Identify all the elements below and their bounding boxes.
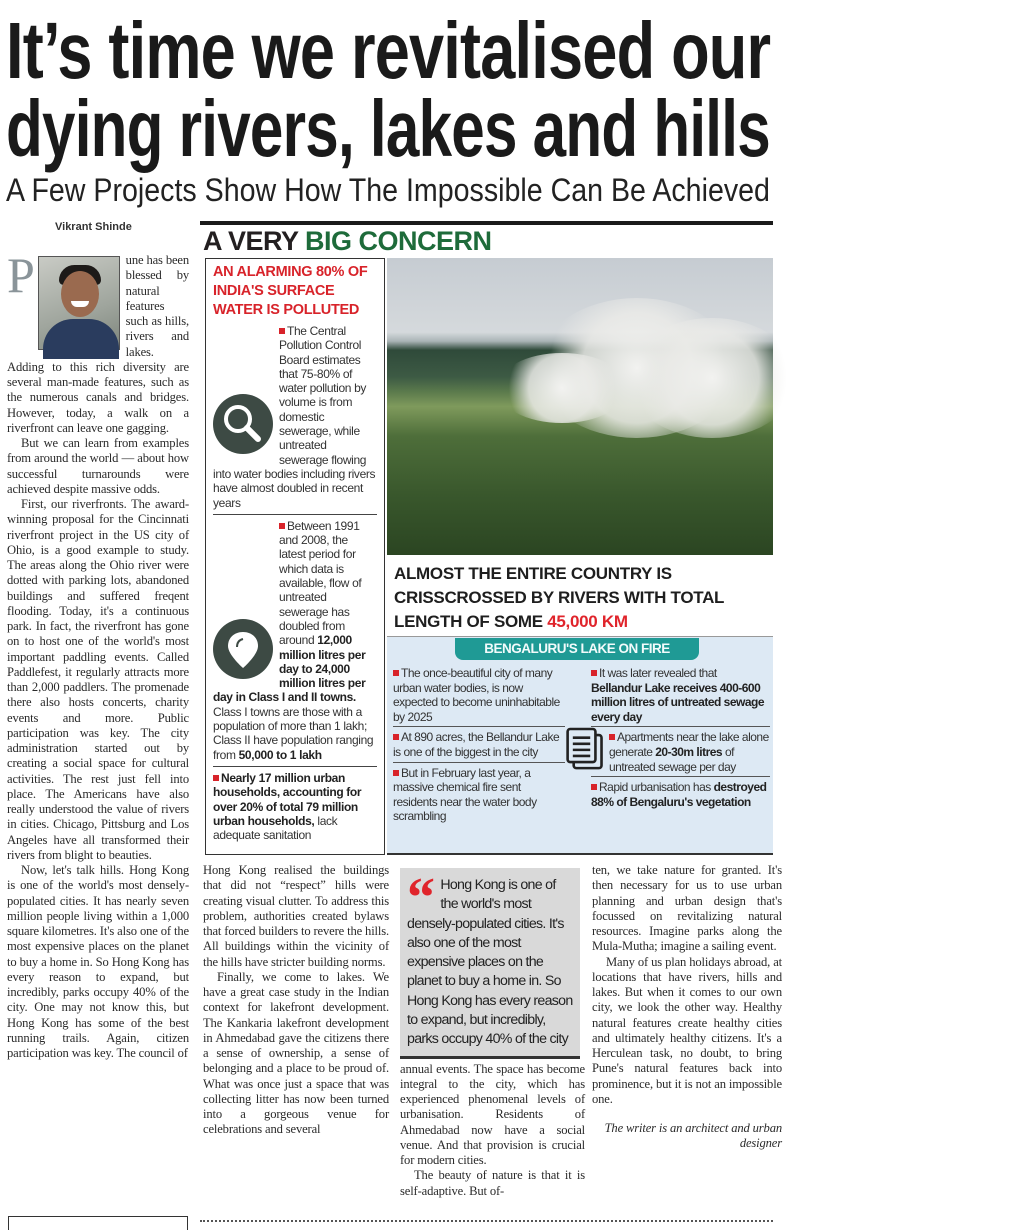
section-title-part1: A VERY — [203, 226, 306, 256]
paragraph: The beauty of nature is that it is self-adaptive. But of- — [400, 1168, 585, 1198]
article-column-4 — [592, 863, 782, 1208]
paragraph: une has been blessed by natural features such as hills, rivers and lakes. Adding to this rich diversity are several man-made features, such as the numerous canals and bridges. However, today, a walk on a riverfront can leave one gagging. — [7, 253, 189, 435]
infobox-bold: Nearly 17 million urban households, accounting for over 20% of total 79 million urban households, — [213, 770, 362, 828]
item-text: At 890 acres, the Bellandur Lake is one of the biggest in the city — [393, 730, 560, 759]
infobox-text: Class I towns are those with a population of more than 1 lakh; Class II have population ranging from — [213, 704, 374, 762]
infobox-item — [213, 517, 377, 767]
bengaluru-item — [591, 665, 770, 727]
bengaluru-item — [591, 729, 770, 777]
photo-caption — [394, 562, 773, 634]
paragraph: Many of us plan holidays abroad, at locations that have rivers, hills and lakes. But when it comes to our own city, we look the other way. Healthy natural features create healthy cities and ultimately healthy citizens. It's a Herculean task, no doubt, to bring Pune's natural features back into prominence, but it is not an impossible one. — [592, 954, 782, 1106]
subtitle: A Few Projects Show How The Impossible Can Be Achieved — [6, 172, 770, 208]
paragraph: Finally, we come to lakes. We have a great case study in the Indian context for lakefront development. The Kankaria lakefront development in Ahmedabad gave the citizens there a sense of ownership, a sense of belonging and a place to be proud of. What was once just a space that was collecting litter has now been turned into a gorgeous venue for celebrations and several — [203, 969, 389, 1137]
column-3-stack — [400, 868, 585, 1199]
author-note: The writer is an architect and urban designer — [604, 1121, 782, 1151]
item-bold: 20-30m litres — [655, 744, 723, 759]
infobox-bold: 50,000 to 1 lakh — [238, 747, 322, 762]
bullet-icon — [213, 775, 219, 781]
paragraph: First, our riverfronts. The award-winning proposal for the Cincinnati riverfront project in the US city of Ohio, is a good example to study. The areas along the Ohio river were dotted with parking lots, abandoned buildings and suffered freqent flooding. Today, it's a continuous park. In fact, the riverfront has gone on to host one of the world's most important paddling events. Called Paddlefest, it regularly attracts more than 2,000 paddlers. The promenade there also hosts concerts, charity events and more. Public participation was key. The city administration started out by creating a social space for cultural activities. The rest just fell into place. The Americans have also really understood the value of rivers in cities. Chicago, Pittsburg and Los Angeles have all transformed their rivers from blight to beauties. — [7, 497, 189, 862]
bengaluru-item — [591, 779, 770, 811]
bullet-icon — [591, 670, 597, 676]
item-text: Rapid urbanisation has — [599, 780, 714, 795]
headline — [6, 6, 771, 95]
drop-cap: P — [7, 247, 35, 303]
bullet-icon — [591, 784, 597, 790]
subheadline — [6, 173, 770, 207]
paragraph: But we can learn from examples from around the world — about how successful turnarounds were achieved despite massive odds. — [7, 436, 189, 496]
infobox-bold: 12,000 million litres per day to 24,000 million litres per day in Class I and II towns. — [213, 633, 366, 705]
article-column-3 — [400, 1062, 585, 1199]
bullet-icon — [393, 770, 399, 776]
section-title-part2: BIG CONCERN — [305, 226, 492, 256]
paragraph: ten, we take nature for granted. It's then necessary for us to use urban planning and urban design that's focussed on revitalizing natural resources. Imagine parks along the Mula-Mutha; imagine a sailing event. — [592, 863, 782, 954]
item-text: But in February last year, a massive chemical fire sent residents near the water body scrambling — [393, 765, 537, 824]
infobox-text: lack adequate sanitation — [213, 813, 338, 843]
author-photo — [38, 256, 120, 350]
location-pin-icon — [213, 619, 273, 679]
pull-quote — [400, 868, 580, 1059]
bengaluru-box — [387, 636, 773, 855]
byline: Vikrant Shinde — [55, 221, 132, 233]
headline-2 — [6, 84, 770, 173]
item-text: It was later revealed that — [599, 666, 717, 680]
bullet-icon — [393, 734, 399, 740]
bullet-icon — [393, 670, 399, 676]
bullet-icon — [279, 328, 285, 334]
paragraph: Now, let's talk hills. Hong Kong is one of the world's most densely-populated cities. It has nearly seven million people living within a 1,000 square kilometres. It's also one of the most expensive places on the planet to buy a home in. So Hong Kong has every reason to expand, but incredibly, parks occupy 40% of the city. One may not know this, but Hong Kong has some of the best running trails. Again, citizen participation was key. The council of — [7, 863, 189, 1060]
infobox-item — [213, 322, 377, 515]
pull-quote-text: Hong Kong is one of the world's most densely-populated cities. It's also one of the most expensive places on the planet to buy a home in. So Hong Kong has every reason to expand, but incredibly, parks occupy 40% of the city — [407, 877, 573, 1048]
infobox-text: The Central Pollution Control Board estimates that 75-80% of water pollution by volume is from domestic sewerage, while untreated sewerage flowing into water bodies including rivers have almost doubled in recent years — [213, 324, 376, 510]
section-title — [203, 226, 492, 256]
dotted-divider — [200, 1220, 773, 1222]
bengaluru-right-column — [591, 665, 770, 813]
quote-mark-icon: “ — [407, 867, 435, 929]
bengaluru-item — [393, 665, 565, 727]
headline-line-2: dying rivers, lakes and hills — [6, 84, 770, 173]
item-text: The once-beautiful city of many urban water bodies, is now expected to become uninhabitable by 2025 — [393, 666, 560, 724]
article-column-2 — [203, 863, 389, 1203]
item-text: of untreated sewage per day — [609, 744, 736, 774]
infobox-title: AN ALARMING 80% OF INDIA'S SURFACE WATER IS POLLUTED — [213, 264, 368, 318]
section-rule — [200, 221, 773, 225]
bengaluru-left-column — [393, 665, 565, 828]
lake-fire-photo — [387, 258, 773, 555]
bengaluru-item — [393, 729, 565, 762]
item-text: Apartments near the lake alone generate — [609, 730, 769, 759]
article-column-1 — [7, 247, 189, 1213]
infobox-text: Between 1991 and 2008, the latest period for which data is available, flow of untreated sewerage has doubled from around — [279, 518, 362, 648]
item-bold: Bellandur Lake receives 400-600 million litres of untreated sewage every day — [591, 680, 765, 724]
caption-text: ALMOST THE ENTIRE COUNTRY IS CRISSCROSSED BY RIVERS WITH TOTAL LENGTH OF SOME — [394, 564, 724, 631]
infobox-pollution — [205, 258, 385, 855]
bullet-icon — [609, 734, 615, 740]
bengaluru-title: BENGALURU'S LAKE ON FIRE — [455, 638, 699, 660]
magnifier-icon — [213, 394, 273, 454]
caption-highlight: 45,000 KM — [547, 612, 628, 631]
bullet-icon — [279, 523, 285, 529]
headline-line-1: It’s time we revitalised our — [6, 6, 771, 95]
bengaluru-item — [393, 765, 565, 826]
infobox-item — [213, 769, 377, 846]
paragraph: annual events. The space has become integral to the city, which has experienced phenomenal levels of urbanisation. Residents of Ahmedabad now have a social venue. And that provision is crucial for modern cities. — [400, 1061, 585, 1168]
next-article-box — [8, 1216, 188, 1230]
paragraph: Hong Kong realised the buildings that did not “respect” hills were creating visual clutter. To address this problem, authorities created bylaws that forced builders to revere the hills. All buildings within the vicinity of the hills have stricter building norms. — [203, 863, 389, 969]
item-bold: destroyed 88% of Bengaluru's vegetation — [591, 780, 767, 809]
